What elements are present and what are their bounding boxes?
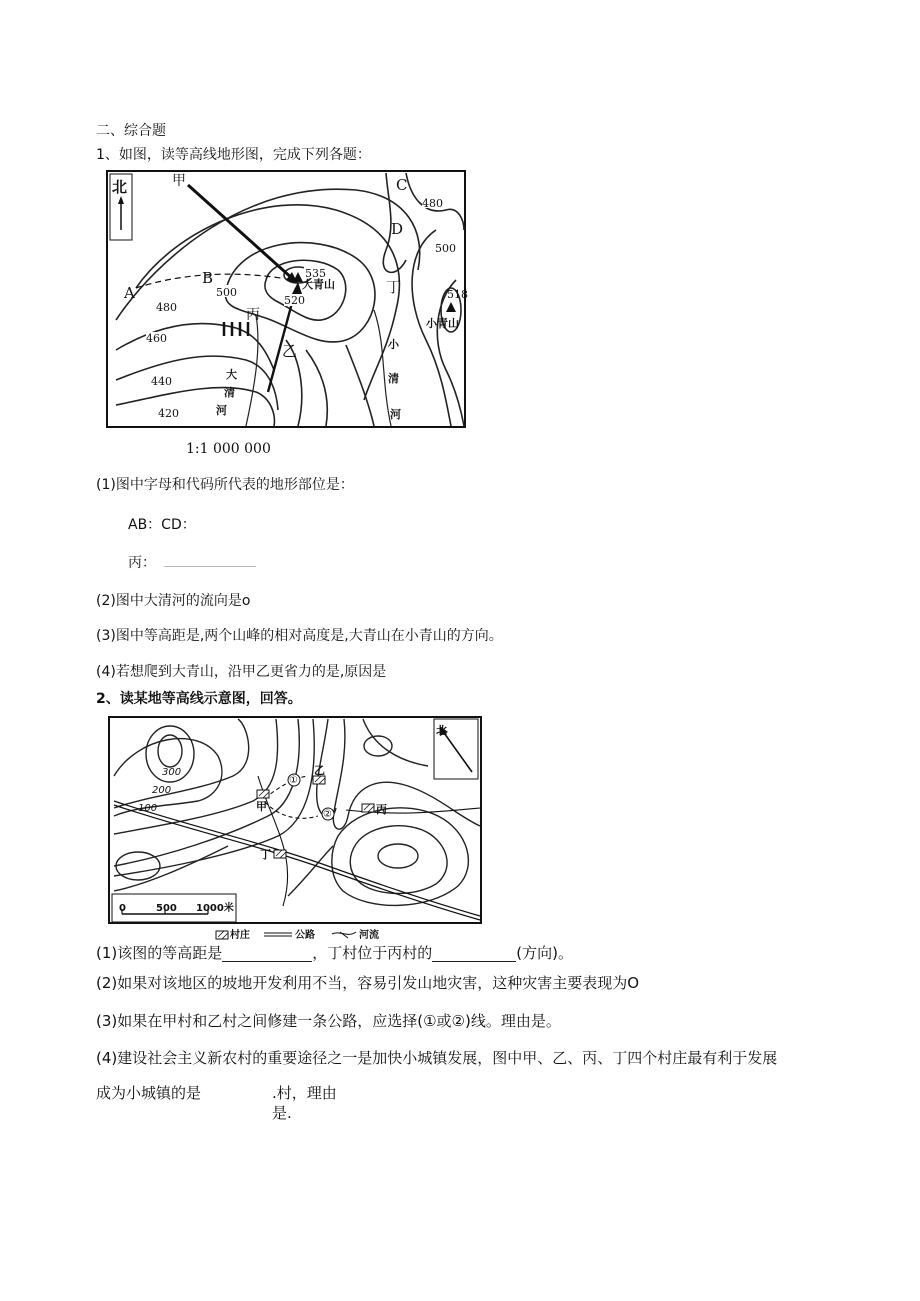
village-yi: 乙 [314,764,325,777]
q2-sub4: (4)建设社会主义新农村的重要途径之一是加快小城镇发展，图中甲、乙、丙、丁四个村庄最有利于发展 [96,1049,778,1067]
q1-sub4: (4)若想爬到大青山，沿甲乙更省力的是,原因是 [96,664,387,680]
legend-road: 公路 [295,930,315,941]
scale-tick: 0 [119,903,126,914]
question-2-title: 2、读某地等高线示意图，回答。 [96,691,302,707]
q2-sub4-d: 是. [272,1104,292,1122]
north-label-2: 北 [436,724,447,737]
q1-sub1-bing-label: 丙： [128,555,156,571]
legend-river: 河流 [359,930,379,941]
section-title: 二、综合题 [96,123,166,139]
q2-sub4-c: .村，理由 [272,1084,337,1102]
scale-label: 1:1 000 000 [186,441,271,457]
contour-label: 100 [138,803,158,814]
peak-small-label: 小青山 [426,317,459,330]
contour-label: 440 [151,375,172,388]
point-jia: 甲 [172,173,186,189]
q2-sub1 [96,944,573,962]
contour-label: 420 [158,407,179,420]
q1-sub1-ab-cd: AB：CD： [128,517,196,533]
point-A: A [124,284,135,302]
village-bing: 丙 [376,803,387,816]
point-ding: 丁 [386,278,402,296]
contour-label: 200 [152,785,172,796]
village-jia: 甲 [256,800,267,813]
contour-label: 518 [447,288,468,301]
peak-big-label: 大青山 [302,278,335,291]
contour-label: 460 [146,332,167,345]
legend-village: 村庄 [230,930,250,941]
village-ding: 丁 [260,848,271,861]
river-small-char: 清 [388,372,399,385]
route-2-label: ② [323,809,332,820]
q1-sub3: (3)图中等高距是,两个山峰的相对高度是,大青山在小青山的方向。 [96,628,503,644]
q2-sub2: (2)如果对该地区的坡地开发利用不当，容易引发山地灾害，这种灾害主要表现为O [96,974,640,992]
q1-sub2: (2)图中大清河的流向是o [96,593,251,609]
q2-sub1-a: (1)该图的等高距是 [96,944,223,962]
q1-sub1: (1)图中字母和代码所代表的地形部位是： [96,477,354,493]
point-yi: 乙 [282,342,298,360]
contour-label: 520 [284,294,305,307]
contour-map-1 [106,170,468,460]
contour-map-2 [108,716,484,944]
point-B: B [202,269,214,287]
q1-sub1-bing [128,554,256,572]
q1-sub1-bing-blank[interactable] [164,554,256,567]
q2-sub3: (3)如果在甲村和乙村之间修建一条公路，应选择(①或②)线。理由是。 [96,1012,561,1030]
q2-sub1-blank-1[interactable] [222,947,312,962]
contour-label: 480 [156,301,177,314]
scale-tick: 1000米 [196,903,234,914]
contour-label: 535 [305,267,326,280]
river-small-char: 小 [388,338,399,351]
river-big-char: 清 [224,386,235,399]
north-label: 北 [112,178,128,196]
point-D: D [391,220,404,238]
river-small-char: 河 [390,408,401,421]
q2-sub1-c: (方向)。 [516,944,573,962]
question-1-title: 1、如图，读等高线地形图，完成下列各题： [96,147,371,163]
q2-sub1-b: ，丁村位于丙村的 [312,944,433,962]
contour-label: 500 [216,286,237,299]
scale-tick: 500 [156,903,177,914]
q2-sub4-b: 成为小城镇的是 [96,1084,202,1102]
point-C: C [396,176,408,194]
contour-label: 300 [162,767,182,778]
contour-label: 480 [422,197,443,210]
river-big-char: 大 [226,368,237,381]
q2-sub1-blank-2[interactable] [432,947,516,962]
river-big-char: 河 [216,404,227,417]
contour-label: 500 [435,242,456,255]
route-1-label: ① [289,775,298,786]
point-bing: 丙 [246,307,260,323]
